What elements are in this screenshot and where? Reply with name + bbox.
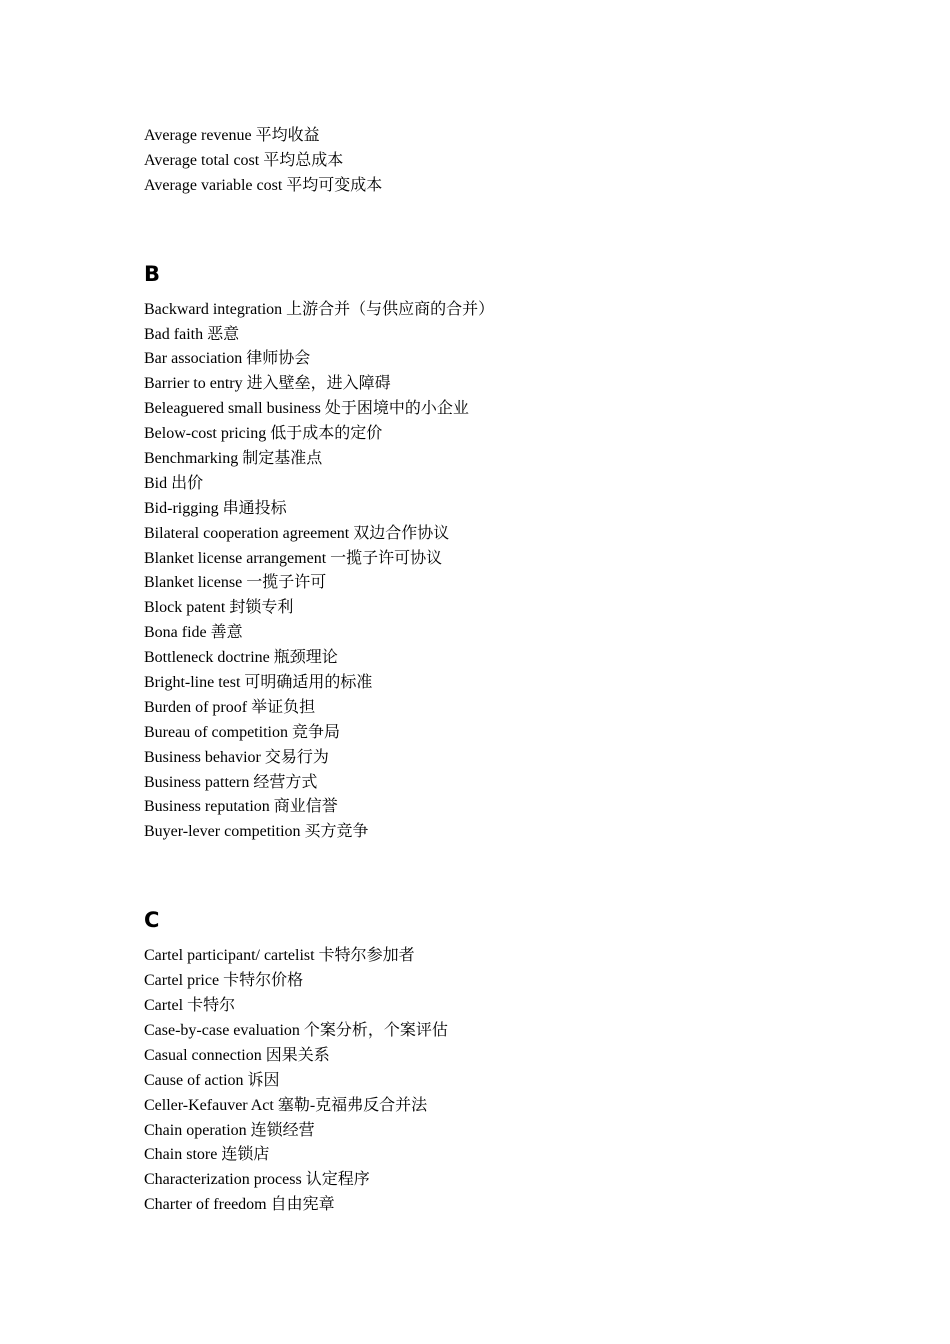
section-heading-c: C [144,908,160,933]
section-heading-b: B [144,261,161,286]
glossary-entry: Burden of proof 举证负担 [144,698,316,716]
glossary-entry: Buyer-lever competition 买方竞争 [144,823,369,841]
glossary-entry: Block patent 封锁专利 [144,599,294,617]
glossary-page [144,124,844,1218]
glossary-entry: Bad faith 恶意 [144,325,240,343]
glossary-entry: Business reputation 商业信誉 [144,798,338,816]
glossary-entry: Average total cost 平均总成本 [144,151,344,169]
section-b [144,298,844,846]
glossary-entry: Business behavior 交易行为 [144,748,329,766]
glossary-entry: Bottleneck doctrine 瓶颈理论 [144,649,338,667]
glossary-entry: Barrier to entry 进入壁垒，进入障碍 [144,375,391,393]
glossary-entry: Backward integration 上游合并（与供应商的合并） [144,300,495,318]
section-a-continued [144,124,844,199]
glossary-entry: Benchmarking 制定基准点 [144,450,323,468]
glossary-entry: Casual connection 因果关系 [144,1046,330,1064]
glossary-entry: Cartel price 卡特尔价格 [144,972,304,990]
glossary-entry: Case-by-case evaluation 个案分析，个案评估 [144,1021,448,1039]
glossary-entry: Bid 出价 [144,474,204,492]
glossary-entry: Bureau of competition 竞争局 [144,723,340,741]
glossary-entry: Blanket license arrangement 一揽子许可协议 [144,549,443,567]
glossary-entry: Chain operation 连锁经营 [144,1121,315,1139]
glossary-entry: Average variable cost 平均可变成本 [144,176,383,194]
section-c [144,944,844,1218]
glossary-entry: Celler-Kefauver Act 塞勒-克福弗反合并法 [144,1096,428,1114]
glossary-entry: Characterization process 认定程序 [144,1171,370,1189]
glossary-entry: Business pattern 经营方式 [144,773,318,791]
glossary-entry: Beleaguered small business 处于困境中的小企业 [144,400,469,418]
glossary-entry: Cause of action 诉因 [144,1071,280,1089]
glossary-entry: Bona fide 善意 [144,624,243,642]
glossary-entry: Cartel 卡特尔 [144,997,236,1015]
glossary-entry: Chain store 连锁店 [144,1146,270,1164]
glossary-entry: Cartel participant/ cartelist 卡特尔参加者 [144,947,415,965]
glossary-entry: Average revenue 平均收益 [144,127,320,144]
glossary-entry: Below-cost pricing 低于成本的定价 [144,425,383,443]
glossary-entry: Charter of freedom 自由宪章 [144,1196,335,1214]
glossary-entry: Bid-rigging 串通投标 [144,499,287,517]
glossary-entry: Bright-line test 可明确适用的标准 [144,674,373,692]
glossary-entry: Bilateral cooperation agreement 双边合作协议 [144,524,450,542]
glossary-entry: Bar association 律师协会 [144,350,311,368]
glossary-entry: Blanket license 一揽子许可 [144,574,327,592]
